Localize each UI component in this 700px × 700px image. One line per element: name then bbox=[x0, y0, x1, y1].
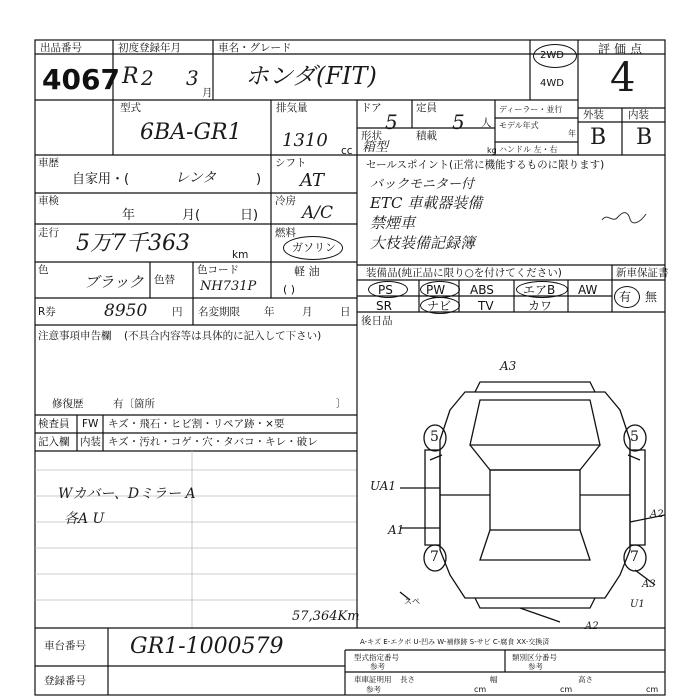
mileage-label: 走行 bbox=[38, 227, 59, 239]
grade-value: 4 bbox=[610, 55, 636, 101]
ac-value: A/C bbox=[302, 203, 334, 223]
handwritten-note-2: 各A U bbox=[64, 511, 105, 527]
dealer-label: ディーラー・並行 bbox=[499, 105, 563, 114]
model-year-unit: 年 bbox=[568, 129, 576, 138]
era-value: R bbox=[122, 64, 139, 89]
recycle-unit: 円 bbox=[172, 306, 183, 318]
capacity-unit: 人 bbox=[481, 117, 492, 129]
exterior-grade: B bbox=[590, 125, 607, 150]
wheel-rear-left-value: 7 bbox=[430, 549, 439, 565]
mark-a3-right: A3 bbox=[642, 579, 656, 590]
new-reg-no: 無 bbox=[645, 290, 658, 304]
notes-label: 注意事項申告欄 bbox=[38, 330, 112, 342]
inspection-day: 日) bbox=[240, 208, 259, 223]
equip-pw: PW bbox=[426, 283, 446, 297]
sales-point-2: ETC 車載器装備 bbox=[370, 194, 483, 212]
shift-value: AT bbox=[300, 170, 325, 191]
interior-grade: B bbox=[636, 125, 653, 150]
fuel-label: 燃料 bbox=[275, 227, 296, 239]
history-value: 自家用・( bbox=[72, 172, 130, 187]
chassis-value: GR1-1000579 bbox=[130, 634, 284, 659]
make-grade-label: 車名・グレード bbox=[218, 42, 292, 54]
history-close: ) bbox=[256, 172, 262, 187]
color-value: ブラック bbox=[84, 273, 144, 291]
recycle-label: R券 bbox=[38, 306, 56, 318]
length-unit: cm bbox=[474, 685, 487, 694]
recycle-value: 8950 bbox=[104, 301, 148, 321]
entry-label: 記入欄 bbox=[38, 436, 70, 448]
make-grade-value: ホンダ(FIT) bbox=[245, 62, 377, 90]
repair-close: 〕 bbox=[336, 398, 347, 410]
name-change-day: 日 bbox=[340, 306, 351, 318]
sales-point-label: セールスポイント(正常に機能するものに限ります) bbox=[366, 159, 605, 171]
form-designation-label: 型式指定番号 bbox=[354, 653, 399, 662]
mark-a2-right: A2 bbox=[650, 509, 664, 520]
interior-row-label: 内装 bbox=[80, 436, 101, 448]
equip-sr: SR bbox=[376, 299, 392, 313]
class-code-sub: 参考 bbox=[528, 662, 543, 671]
interior-row: キズ・汚れ・コゲ・穴・タバコ・キレ・破レ bbox=[108, 436, 318, 448]
handle-label: ハンドル 左・右 bbox=[499, 145, 558, 154]
handwritten-note-1: Wカバー、Dミラー A bbox=[58, 486, 196, 502]
new-reg-yes: 有 bbox=[619, 290, 632, 304]
sales-point-3: 禁煙車 bbox=[370, 214, 416, 232]
displacement-label: 排気量 bbox=[276, 102, 308, 114]
spare-label: スペ bbox=[404, 597, 420, 606]
rear-items-label: 後日品 bbox=[361, 315, 393, 327]
length-label: 長さ bbox=[400, 675, 415, 684]
equipment-label: 装備品(純正品に限り○を付けてください) bbox=[366, 267, 562, 279]
model-year-label: モデル年式 bbox=[499, 121, 539, 130]
shift-label: シフト bbox=[275, 157, 307, 169]
doors-label: ドア bbox=[361, 102, 382, 114]
new-reg-label: 新車保証書 bbox=[616, 267, 669, 279]
sales-point-4: 大枝装備記録簿 bbox=[370, 234, 476, 252]
repair-value: 有〔箇所 bbox=[113, 398, 155, 410]
shape-value: 箱型 bbox=[362, 140, 389, 155]
equip-airbag: エアB bbox=[523, 283, 556, 297]
color-code-value: NH731P bbox=[200, 279, 257, 294]
fw-label: FW bbox=[82, 418, 99, 430]
equip-kawa: カワ bbox=[528, 299, 553, 313]
name-change-month: 月 bbox=[302, 306, 313, 318]
fw-row: キズ・飛石・ヒビ割・リペア跡・×要 bbox=[108, 418, 285, 430]
history-sub-value: レンタ bbox=[175, 170, 217, 186]
garage-cert-label: 車庫証明用 bbox=[354, 675, 392, 684]
inspection-label: 車検 bbox=[38, 195, 59, 207]
era-year-value: 2 bbox=[141, 66, 154, 90]
color-label: 色 bbox=[38, 264, 49, 276]
inspector-label: 検査員 bbox=[38, 418, 70, 430]
exterior-label: 外装 bbox=[583, 109, 604, 121]
width-label: 幅 bbox=[490, 675, 498, 684]
wheel-front-left-value: 5 bbox=[430, 429, 439, 445]
mark-a2-bottom: A2 bbox=[585, 621, 599, 632]
load-unit: kg bbox=[487, 146, 497, 155]
garage-cert-sub: 参考 bbox=[366, 685, 381, 694]
equip-abs: ABS bbox=[470, 283, 494, 297]
notes-hint: (不具合内容等は具体的に記入して下さい) bbox=[124, 330, 322, 342]
class-code-label: 類別区分番号 bbox=[512, 653, 557, 662]
fuel-gasoline-label: ガソリン bbox=[292, 241, 336, 254]
wheel-front-right-value: 5 bbox=[630, 429, 639, 445]
color-change-label: 色替 bbox=[154, 274, 175, 286]
mark-a1: A1 bbox=[388, 523, 405, 537]
capacity-value: 5 bbox=[452, 110, 465, 134]
model-type-label: 型式 bbox=[120, 102, 141, 114]
interior-label: 内装 bbox=[628, 109, 649, 121]
month-unit: 月 bbox=[202, 87, 213, 99]
name-change-label: 名変期限 bbox=[198, 306, 240, 318]
width-unit: cm bbox=[560, 685, 573, 694]
equip-tv: TV bbox=[478, 299, 494, 313]
wheel-rear-right-value: 7 bbox=[630, 549, 639, 565]
first-registration-label: 初度登録年月 bbox=[118, 42, 181, 54]
model-type-value: 6BA-GR1 bbox=[140, 120, 242, 145]
history-label: 車歴 bbox=[38, 157, 59, 169]
lot-number-label: 出品番号 bbox=[40, 42, 82, 54]
equip-ps: PS bbox=[378, 283, 393, 297]
registration-label: 登録番号 bbox=[44, 675, 86, 687]
color-code-label: 色コード bbox=[197, 264, 239, 276]
lot-number: 4067 bbox=[42, 63, 120, 96]
chassis-label: 車台番号 bbox=[44, 640, 86, 652]
equip-aw: AW bbox=[578, 283, 598, 297]
displacement-unit: cc bbox=[341, 145, 353, 157]
mark-a3-top: A3 bbox=[500, 359, 517, 373]
mark-ua1: UA1 bbox=[370, 479, 397, 493]
height-label: 高さ bbox=[578, 675, 593, 684]
total-mileage: 57,364Km bbox=[292, 609, 360, 624]
grade-label: 評価点 bbox=[598, 42, 647, 56]
car-damage-diagram bbox=[380, 360, 670, 625]
doors-value: 5 bbox=[385, 110, 398, 134]
inspection-month: 月( bbox=[182, 208, 201, 223]
mark-u1-right: U1 bbox=[630, 599, 645, 610]
fuel-other-label: ( ) bbox=[283, 283, 296, 296]
form-designation-sub: 参考 bbox=[370, 662, 385, 671]
sales-point-1: バックモニター付 bbox=[370, 177, 475, 192]
registration-month-value: 3 bbox=[186, 66, 199, 90]
capacity-label: 定員 bbox=[416, 102, 437, 114]
name-change-year: 年 bbox=[264, 306, 275, 318]
mileage-value: 5万7千363 bbox=[76, 231, 190, 256]
height-unit: cm bbox=[646, 685, 659, 694]
damage-legend: A-キズ E-エクボ U-凹み W-補修跡 S-サビ C-腐食 XX-交換済 bbox=[360, 638, 550, 646]
load-label: 積載 bbox=[416, 130, 437, 142]
equip-navi: ナビ bbox=[427, 299, 452, 313]
drive-2wd-label: 2WD bbox=[540, 50, 564, 61]
inspection-year: 年 bbox=[122, 208, 136, 223]
shape-label: 形状 bbox=[361, 130, 382, 142]
repair-label: 修復歴 bbox=[52, 398, 84, 410]
fuel-diesel-label: 軽 油 bbox=[294, 265, 320, 278]
mileage-unit: km bbox=[232, 249, 249, 261]
ac-label: 冷房 bbox=[275, 195, 296, 207]
drive-4wd-label: 4WD bbox=[540, 78, 564, 89]
displacement-value: 1310 bbox=[282, 130, 328, 151]
inspector-signature bbox=[600, 208, 650, 228]
